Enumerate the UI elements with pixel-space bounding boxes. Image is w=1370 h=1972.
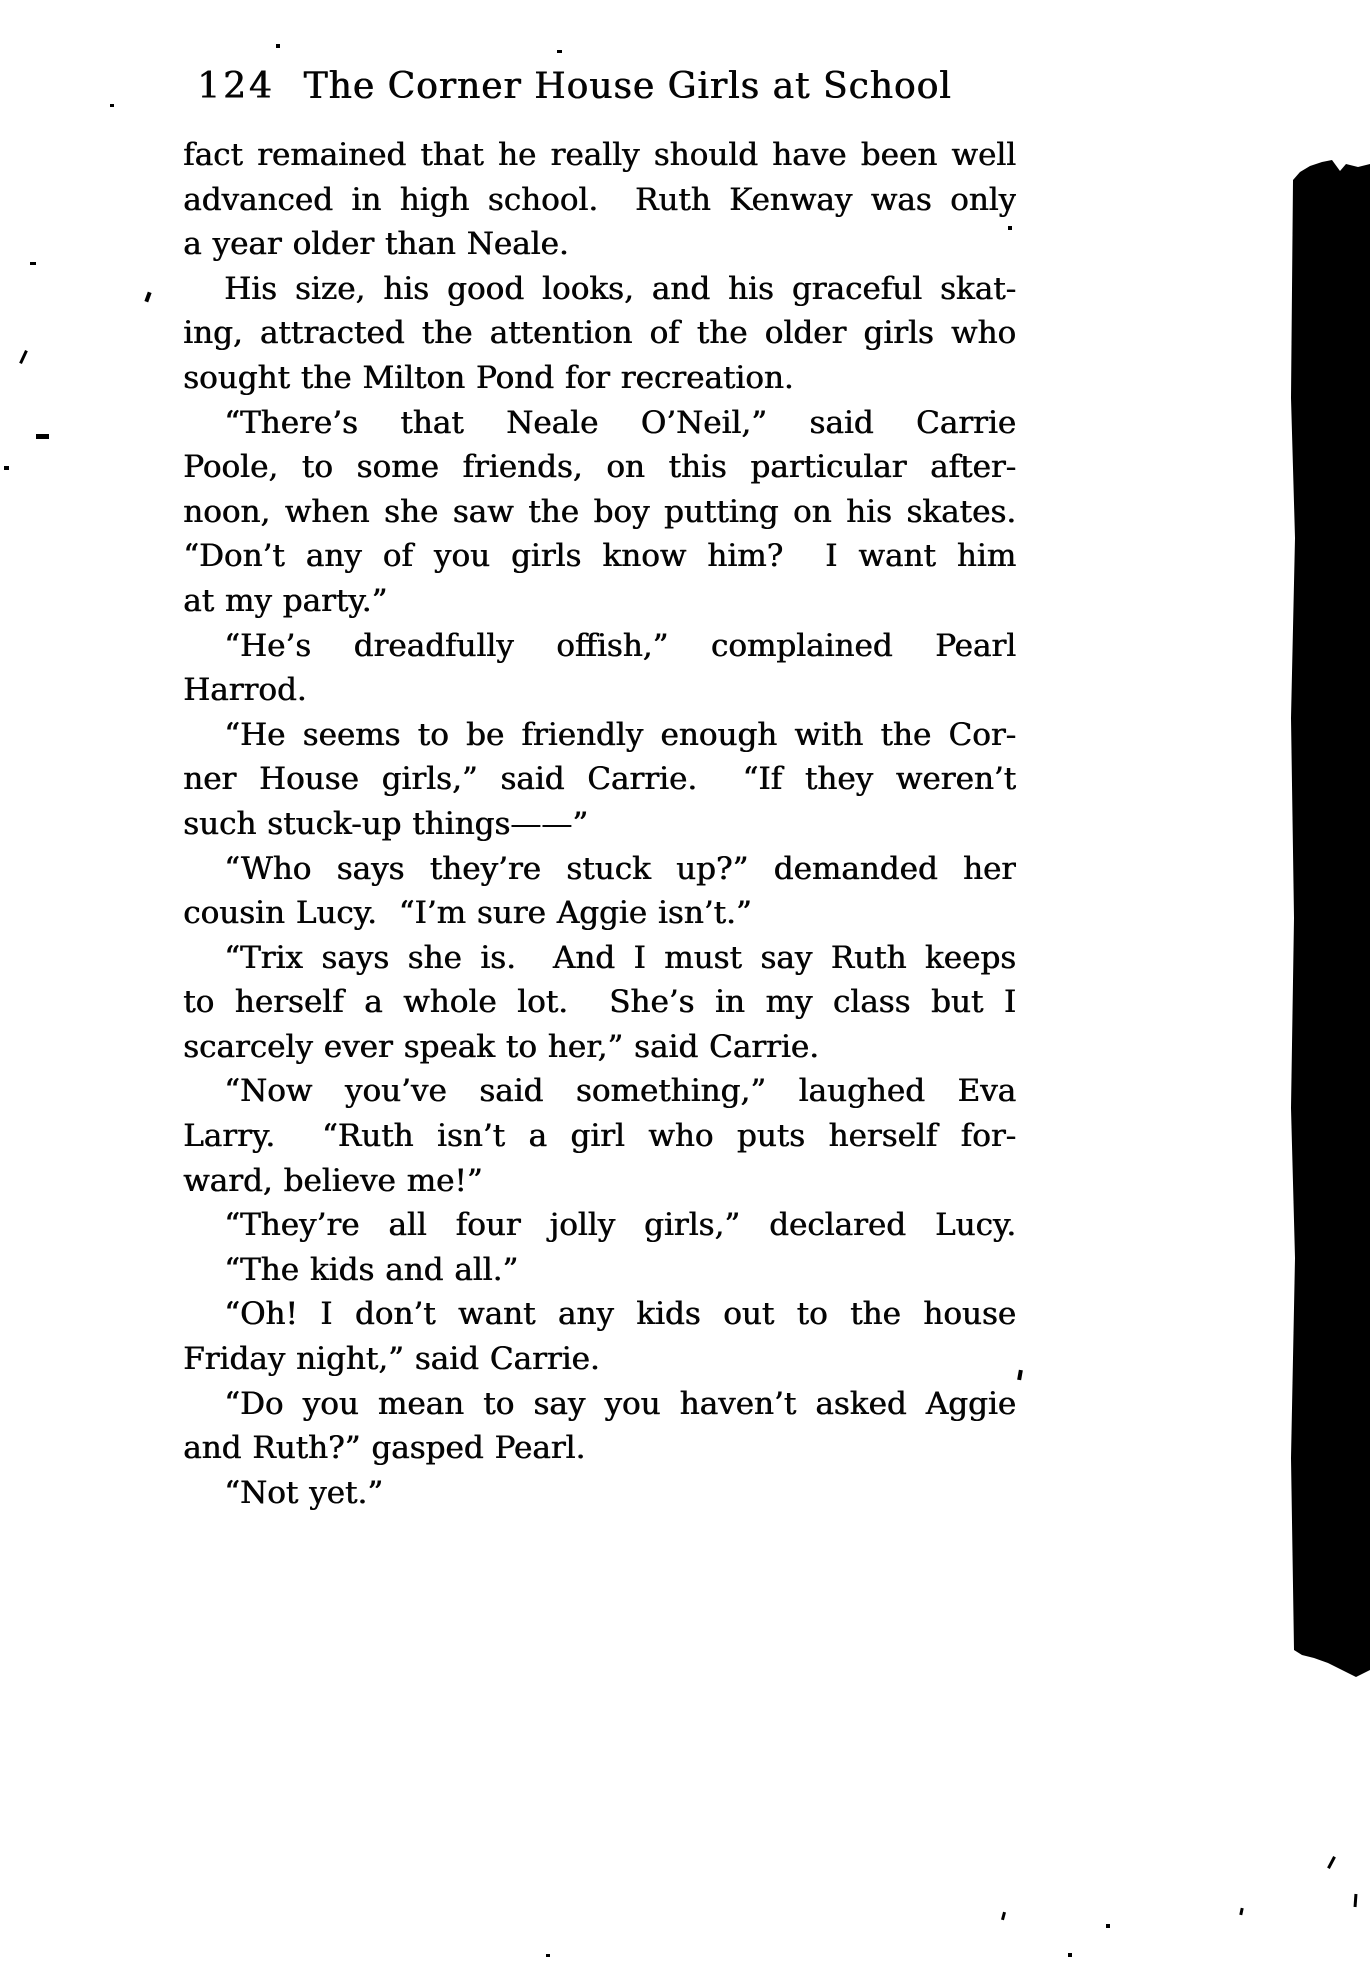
text-line: ward, believe me!” [183, 1162, 483, 1199]
scan-speck [1001, 1912, 1006, 1921]
scan-speck [19, 350, 28, 364]
text-line: “Trix says she is. And I must say Ruth keeps [224, 939, 1016, 976]
text-line: “Don’t any of you girls know him? I want him [183, 538, 1016, 575]
scan-speck [1327, 1856, 1336, 1869]
text-line: “He seems to be friendly enough with the Cor- [224, 716, 1016, 753]
text-line: “Not yet.” [224, 1474, 383, 1511]
text-line: Friday night,” said Carrie. [183, 1341, 600, 1378]
scan-speck [557, 50, 562, 53]
text-line: sought the Milton Pond for recreation. [183, 359, 794, 396]
scan-speck [1017, 1370, 1023, 1381]
scan-speck [1354, 1894, 1358, 1907]
text-line: advanced in high school. Ruth Kenway was only [183, 181, 1016, 218]
scan-gutter-shadow [1288, 158, 1370, 1688]
scan-speck [276, 44, 280, 48]
text-line: Harrod. [183, 672, 307, 709]
scan-speck [36, 434, 49, 439]
text-line: fact remained that he really should have been well [183, 137, 1016, 173]
text-line: “Oh! I don’t want any kids out to the house [224, 1296, 1016, 1333]
scan-speck [4, 466, 9, 470]
text-line: to herself a whole lot. She’s in my class but I [183, 984, 1016, 1021]
text-line: “There’s that Neale O’Neil,” said Carrie [224, 404, 1016, 441]
scan-speck [546, 1954, 550, 1957]
text-line: noon, when she saw the boy putting on his skates. [183, 493, 1016, 530]
scan-speck [1239, 1908, 1243, 1915]
scan-speck [144, 292, 151, 303]
running-title: The Corner House Girls at School [303, 66, 952, 107]
scan-speck [1106, 1924, 1110, 1928]
text-line: cousin Lucy. “I’m sure Aggie isn’t.” [183, 895, 752, 932]
text-line: His size, his good looks, and his graceful skat- [224, 270, 1016, 307]
text-line: a year older than Neale. [183, 226, 569, 263]
scan-speck [1068, 1953, 1072, 1957]
text-line: ing, attracted the attention of the older girls who [183, 315, 1016, 352]
scan-speck [30, 262, 36, 265]
scan-speck [1008, 226, 1012, 230]
text-line: scarcely ever speak to her,” said Carrie. [183, 1028, 819, 1065]
text-column [183, 133, 1016, 1515]
text-line: Poole, to some friends, on this particular after- [183, 449, 1016, 486]
text-line: “They’re all four jolly girls,” declared Lucy. [224, 1207, 1016, 1244]
text-line: Larry. “Ruth isn’t a girl who puts herself for- [183, 1118, 1016, 1155]
text-line: ner House girls,” said Carrie. “If they weren’t [183, 761, 1016, 798]
text-line: such stuck-up things——” [183, 805, 589, 842]
page-number: 124 [197, 66, 275, 107]
text-line: and Ruth?” gasped Pearl. [183, 1430, 586, 1467]
text-line: “He’s dreadfully offish,” complained Pearl [224, 627, 1016, 664]
text-line: “Now you’ve said something,” laughed Eva [224, 1073, 1016, 1110]
scan-speck [110, 104, 114, 107]
text-line: “The kids and all.” [224, 1251, 519, 1288]
text-line: at my party.” [183, 582, 388, 619]
running-header [183, 62, 1016, 112]
text-line: “Do you mean to say you haven’t asked Aggie [224, 1385, 1016, 1422]
text-line: “Who says they’re stuck up?” demanded her [224, 850, 1016, 887]
